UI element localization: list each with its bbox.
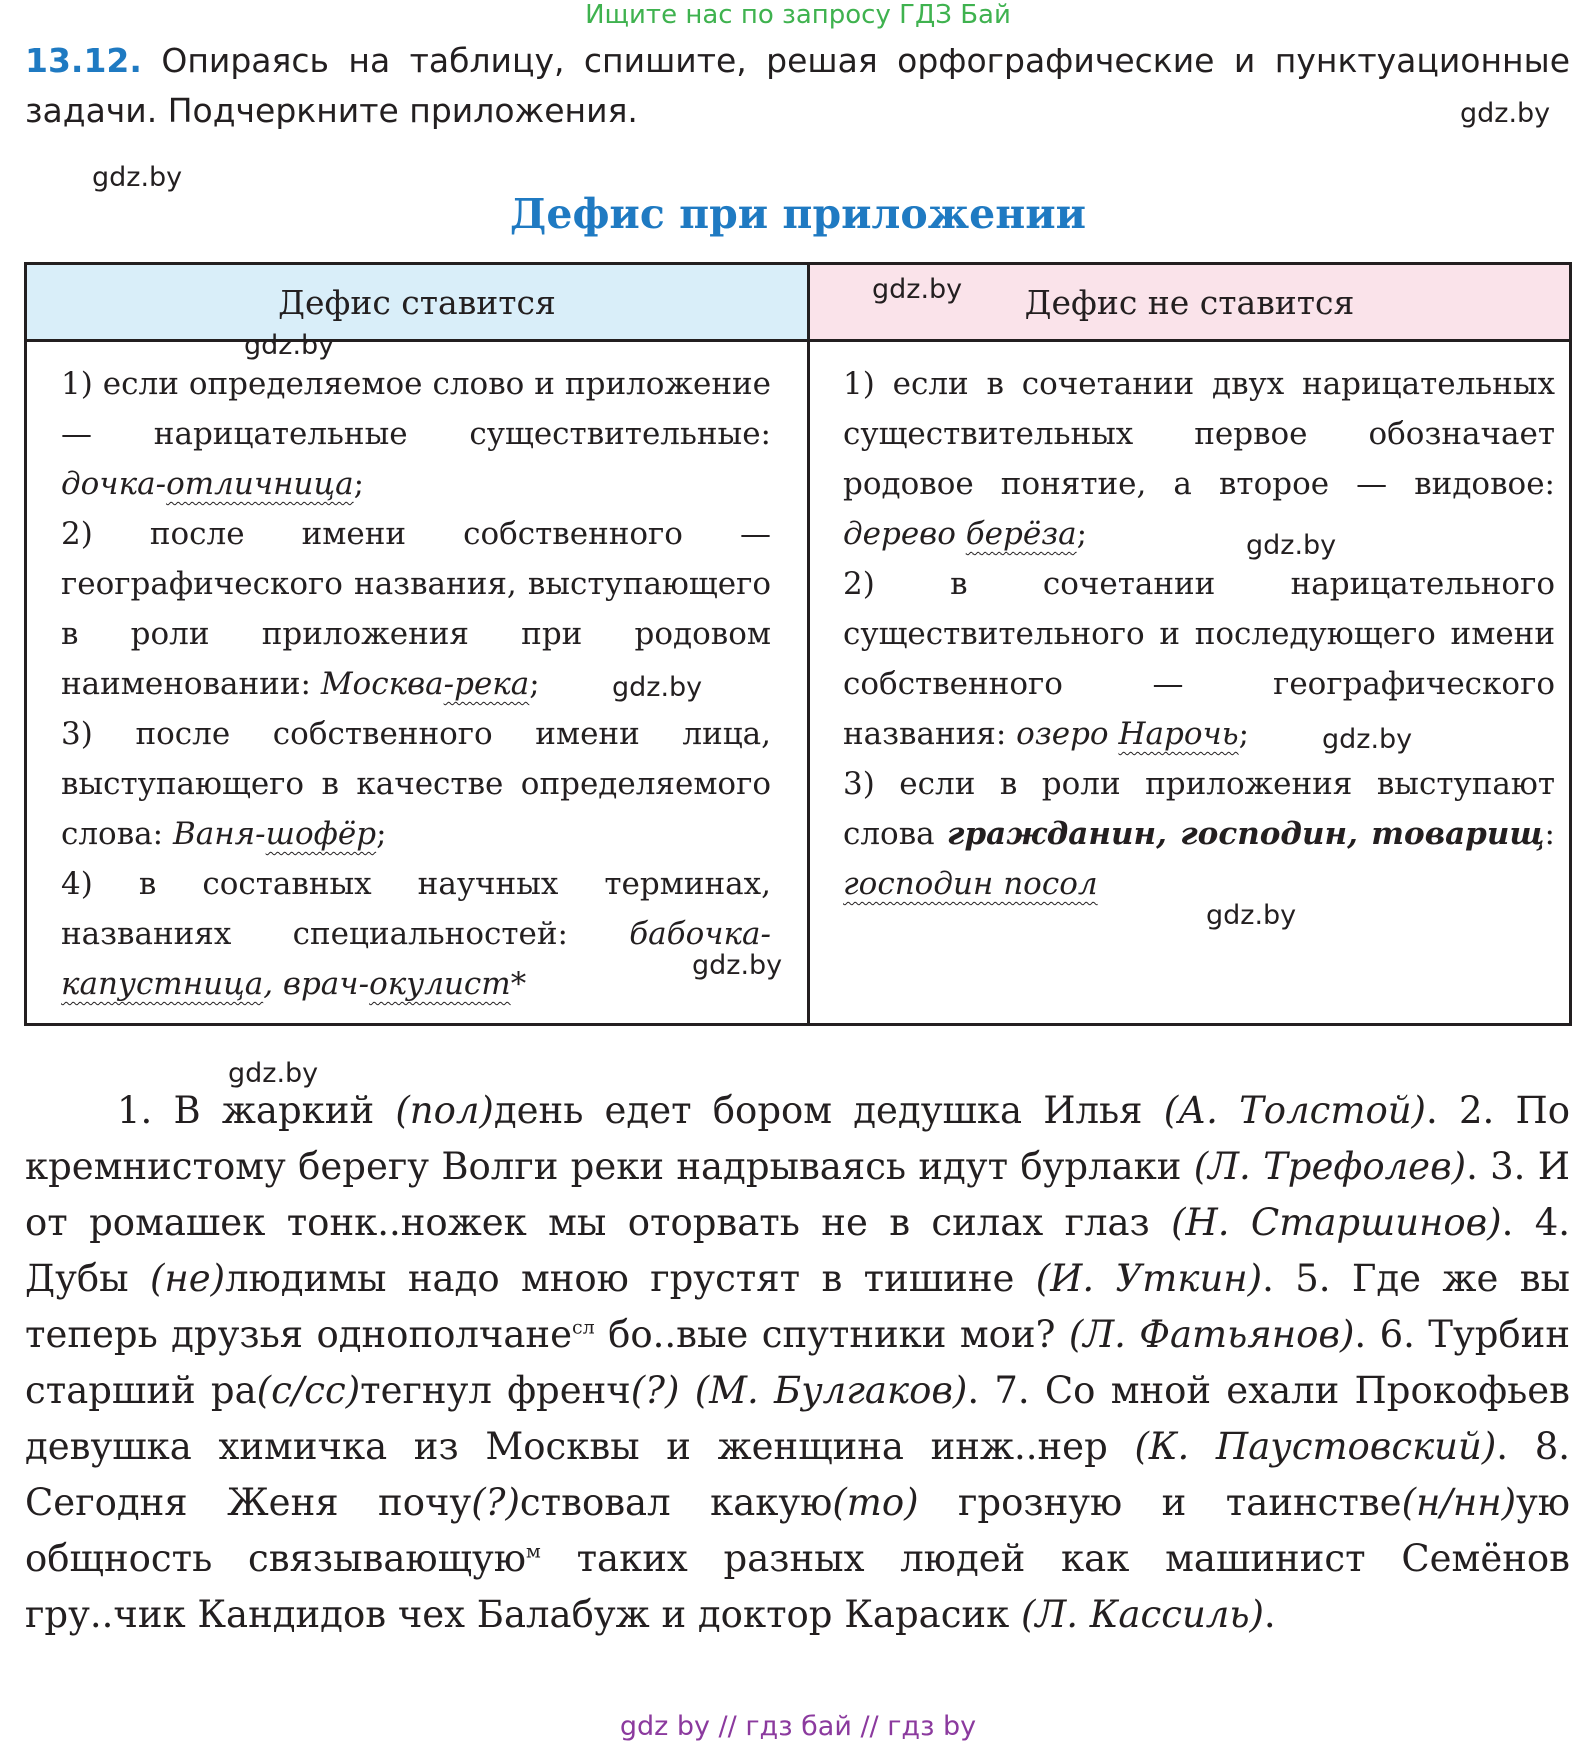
author: (?) (М. Булгаков) xyxy=(630,1369,968,1412)
example xyxy=(61,466,354,502)
punct: ; xyxy=(353,466,365,502)
rules-hyphen-not-used xyxy=(843,359,1555,909)
rule-text: 3) после собственного имени лица, выступающего в качестве определяемого слова: xyxy=(61,716,771,852)
text: 1. В жаркий xyxy=(117,1089,396,1132)
text: ую общность связывающую xyxy=(25,1481,1570,1580)
text: . 8. Сегодня Женя почу xyxy=(25,1425,1570,1524)
author: (Л. Фатьянов) xyxy=(1068,1313,1355,1356)
author: (К. Паустовский) xyxy=(1134,1425,1497,1468)
punct: ; xyxy=(376,816,387,852)
example xyxy=(321,666,529,702)
rule-left-3 xyxy=(61,709,771,859)
watermark: gdz.by xyxy=(872,274,963,305)
watermark: gdz.by xyxy=(1322,724,1413,755)
text: . 2. По кремнистому берегу Волги реки надрываясь идут бурлаки xyxy=(25,1089,1570,1188)
task-text: Опираясь на таблицу, спишите, решая орфографические и пунктуационные задачи. Подчеркните приложения. xyxy=(25,41,1570,130)
example xyxy=(843,516,1077,552)
text: . 7. Со мной ехали Прокофьев девушка химичка из Москвы и женщина инж..нер xyxy=(25,1369,1570,1468)
gap: (?) xyxy=(471,1481,520,1524)
rule-table xyxy=(24,262,1572,1026)
column-divider xyxy=(807,265,810,1023)
example-part: озеро xyxy=(1016,716,1119,752)
watermark: gdz.by xyxy=(1460,98,1551,129)
gap: (с/сс) xyxy=(256,1369,361,1412)
example xyxy=(1016,716,1238,752)
example-part: дочка- xyxy=(61,466,167,502)
task-heading xyxy=(25,36,1570,136)
rule-text: 4) в составных научных терминах, названиях специальностей: xyxy=(61,866,771,952)
table-title: Дефис при приложении xyxy=(509,190,1087,238)
author: (Н. Старшинов) xyxy=(1171,1201,1502,1244)
example-underlined: господин посол xyxy=(843,866,1098,902)
text: . 5. Где же вы теперь друзья однополчане xyxy=(25,1257,1570,1356)
watermark: gdz.by xyxy=(92,162,183,193)
rule-right-1 xyxy=(843,359,1555,559)
punct: ; xyxy=(1238,716,1250,752)
rule-text: 2) после имени собственного — географического названия, выступающего в роли приложения при родовом наименовании: xyxy=(61,516,771,702)
superscript-mark: сл xyxy=(571,1316,595,1339)
punct: ; xyxy=(529,666,540,702)
author: (Л. Кассиль) xyxy=(1020,1593,1264,1636)
example-underlined: Нарочь xyxy=(1118,716,1239,752)
text: . xyxy=(1263,1593,1276,1636)
example-part: бабочка- xyxy=(629,916,771,952)
rule-left-4 xyxy=(61,859,771,1009)
watermark: gdz.by xyxy=(228,1058,319,1089)
example-underlined: окулист xyxy=(369,966,511,1002)
rule-text: 2) в сочетании нарицательного существительного и последующего имени собственного — географического названия: xyxy=(843,566,1555,752)
watermark: gdz.by xyxy=(612,672,703,703)
text: . 4. Дубы xyxy=(25,1201,1570,1300)
text: бо..вые спутники мои? xyxy=(594,1313,1069,1356)
punct: ; xyxy=(1076,516,1088,552)
text: . 3. И от ромашек тонк..ножек мы оторвать не в силах глаз xyxy=(25,1145,1570,1244)
rule-left-1 xyxy=(61,359,771,509)
punct: , xyxy=(263,966,283,1002)
footnote-mark: * xyxy=(510,966,527,1002)
rule-right-2 xyxy=(843,559,1555,759)
top-banner: Ищите нас по запросу ГДЗ Бай xyxy=(585,0,1011,30)
header-hyphen-used: Дефис ставится xyxy=(27,265,807,339)
text: день едет бором дедушка Илья xyxy=(493,1089,1164,1132)
rule-text: 1) если определяемое слово и приложение — нарицательные существительные: xyxy=(61,366,771,452)
example-part: Москва xyxy=(320,666,444,702)
example xyxy=(173,816,376,852)
example-underlined: отличница xyxy=(166,466,354,502)
header-hyphen-not-used: Дефис не ставится xyxy=(810,265,1569,339)
author: (А. Толстой) xyxy=(1163,1089,1426,1132)
exercise-paragraph xyxy=(25,1083,1570,1643)
rule-text: 1) если в сочетании двух нарицательных существительных первое обозначает родовое понятие, а второе — видовое: xyxy=(843,366,1555,502)
example-part: дерево xyxy=(843,516,966,552)
rule-text: 3) если в роли приложения выступают слова xyxy=(843,766,1555,852)
gap: (пол) xyxy=(395,1089,494,1132)
author: (И. Уткин) xyxy=(1035,1257,1263,1300)
author: (Л. Трефолев) xyxy=(1193,1145,1467,1188)
text: . 6. Турбин старший ра xyxy=(25,1313,1570,1412)
rule-right-3 xyxy=(843,759,1555,909)
example-part: врач- xyxy=(282,966,370,1002)
watermark: gdz.by xyxy=(244,330,335,361)
example-underlined: капустница xyxy=(61,966,264,1002)
watermark: gdz.by xyxy=(1246,530,1337,561)
example-underlined: шофёр xyxy=(265,816,377,852)
gap: (то) xyxy=(832,1481,919,1524)
gap: (не) xyxy=(149,1257,226,1300)
watermark: gdz.by xyxy=(692,950,783,981)
text: таких разных людей как машинист Семёнов гру..чик Кандидов чех Балабуж и доктор Карасик xyxy=(25,1537,1570,1636)
text: тегнул френч xyxy=(360,1369,631,1412)
text: людимы надо мною грустят в тишине xyxy=(225,1257,1036,1300)
footer-watermark: gdz by // гдз бай // гдз by xyxy=(619,1711,977,1742)
example-underlined: берёза xyxy=(965,516,1077,552)
task-number: 13.12. xyxy=(25,41,142,80)
exercise-text xyxy=(25,1083,1570,1643)
superscript-mark: м xyxy=(526,1540,541,1563)
gap: (н/нн) xyxy=(1401,1481,1517,1524)
text: ствовал какую xyxy=(519,1481,833,1524)
example-underlined: -река xyxy=(443,666,530,702)
key-words: гражданин, господин, товарищ xyxy=(947,816,1545,852)
watermark: gdz.by xyxy=(1206,900,1297,931)
punct: : xyxy=(1544,816,1555,852)
text: грозную и таинстве xyxy=(918,1481,1402,1524)
example-part: Ваня- xyxy=(172,816,266,852)
